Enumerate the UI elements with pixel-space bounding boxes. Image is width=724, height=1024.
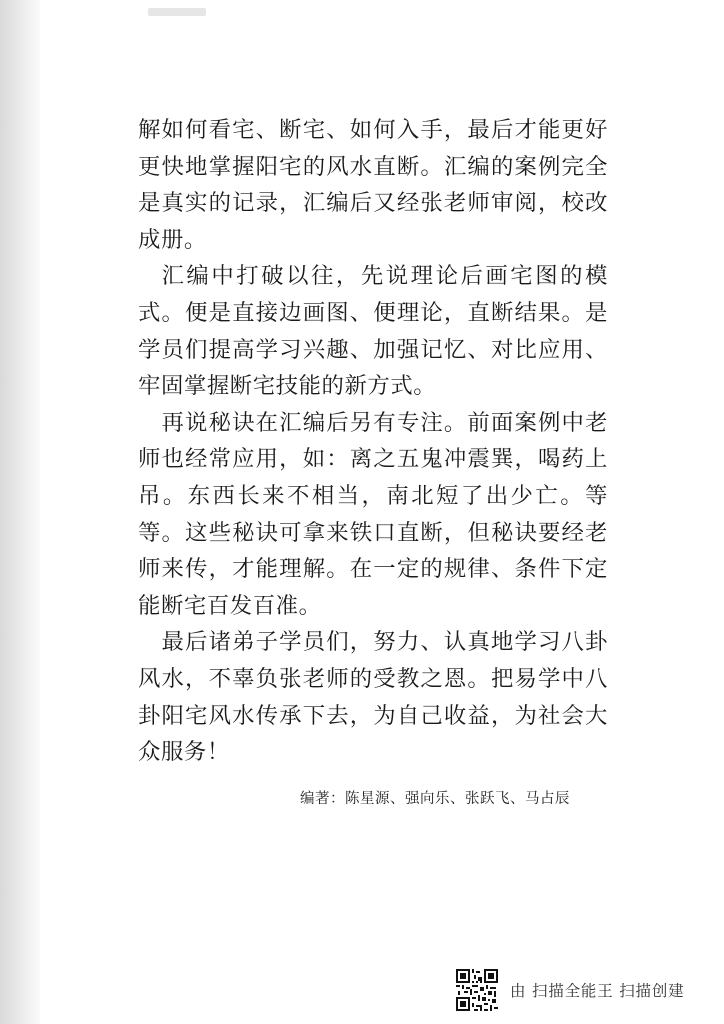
paragraph-4: 最后诸弟子学员们，努力、认真地学习八卦风水，不辜负张老师的受教之恩。把易学中八卦阳宅风水传承下去，为自己收益，为社会大众服务！	[138, 629, 608, 766]
top-edge-mark	[148, 8, 206, 16]
scanner-credit-text: 由 扫描全能王 扫描创建	[510, 982, 685, 1000]
paragraph-1: 解如何看宅、断宅、如何入手，最后才能更好更快地掌握阳宅的风水直断。汇编的案例完全是真实的记录，汇编后又经张老师审阅，校改成册。	[138, 117, 608, 253]
scanner-watermark	[456, 970, 684, 1010]
page-edge-shadow	[0, 0, 40, 1024]
body-text	[138, 112, 608, 771]
paragraph-3: 再说秘诀在汇编后另有专注。前面案例中老师也经常应用，如：离之五鬼冲震巽，喝药上吊。东西长来不相当，南北短了出少亡。等等。这些秘诀可拿来铁口直断，但秘诀要经老师来传，才能理解。在一定的规律、条件下定能断宅百发百准。	[138, 409, 608, 619]
paragraph-2: 汇编中打破以往，先说理论后画宅图的模式。便是直接边画图、便理论，直断结果。是学员们提高学习兴趣、加强记忆、对比应用、牢固掌握断宅技能的新方式。	[138, 263, 608, 400]
qr-code-icon	[456, 969, 498, 1011]
author-credits: 编著：陈星源、强向乐、张跃飞、马占辰	[300, 791, 570, 807]
